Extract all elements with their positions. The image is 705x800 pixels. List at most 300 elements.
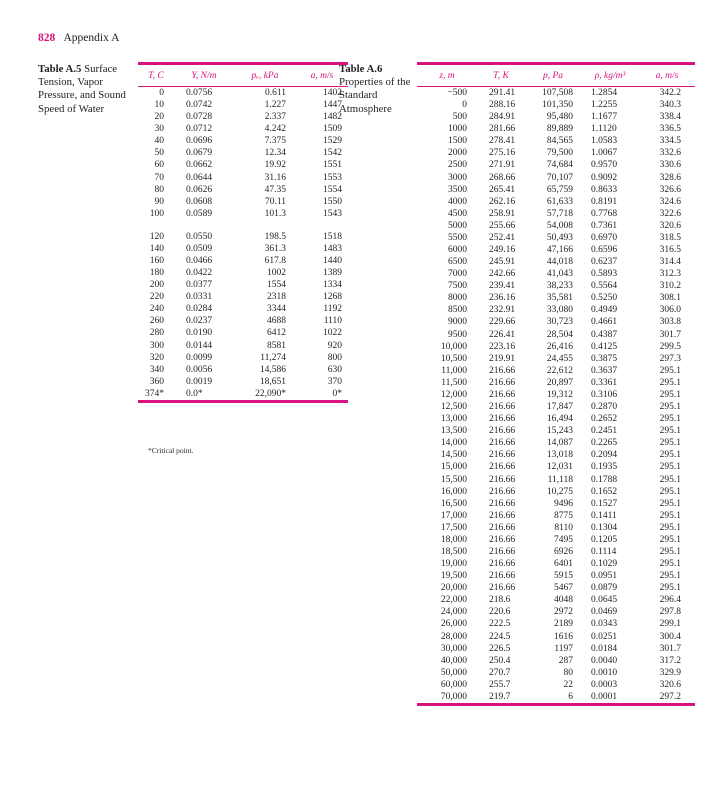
table-cell: 303.8	[659, 317, 681, 328]
table-cell: 226.41	[489, 329, 516, 340]
table-cell: 0.0144	[186, 340, 213, 351]
table-cell: 1.0583	[591, 136, 618, 147]
table-cell: 12,500	[440, 402, 467, 413]
table-cell: 0	[159, 88, 164, 98]
table-cell: 20,000	[440, 583, 467, 594]
table-cell: 295.1	[659, 426, 681, 437]
table-cell: 1500	[448, 136, 467, 147]
table-cell: 0.611	[264, 88, 286, 98]
row-spacer	[138, 220, 348, 231]
table-cell: 297.2	[639, 691, 695, 705]
table-cell: 0.0343	[591, 619, 618, 630]
table-cell: 19,312	[546, 389, 573, 400]
table-cell: 255.7	[489, 679, 511, 690]
table-cell: 240	[149, 304, 164, 315]
table-row	[138, 364, 348, 376]
table-cell: 50	[154, 148, 164, 159]
table-cell: 160	[149, 256, 164, 267]
table-cell: 0.0696	[186, 136, 213, 147]
table-row	[417, 413, 695, 425]
column-header: pᵥ, kPa	[234, 64, 296, 87]
table-row	[417, 425, 695, 437]
table-row	[417, 159, 695, 171]
table-cell: 0*	[296, 388, 348, 402]
table-cell: 26,416	[546, 341, 573, 352]
table-cell: 19,500	[440, 571, 467, 582]
table-cell: 284.91	[489, 112, 516, 123]
table-cell: 2189	[554, 619, 573, 630]
table-cell: 101,350	[542, 100, 573, 111]
table-row	[138, 303, 348, 315]
table-cell: 216.66	[489, 426, 516, 437]
table-cell: 0.1304	[591, 522, 618, 533]
table-cell: 20	[154, 112, 164, 123]
table-cell: 500	[452, 112, 467, 123]
table-row	[417, 643, 695, 655]
table-cell: 38,233	[546, 281, 573, 292]
table-cell: 0.2870	[591, 402, 618, 413]
table-cell: 314.4	[659, 257, 681, 268]
column-header: a, m/s	[639, 64, 695, 87]
table-cell: 18,500	[440, 546, 467, 557]
table-cell: 2500	[448, 160, 467, 171]
table-cell: 60	[154, 160, 164, 171]
table-cell: 0.3637	[591, 365, 618, 376]
table-cell: 30,723	[546, 317, 573, 328]
table-cell: 16,000	[440, 486, 467, 497]
table-cell: 361.3	[264, 243, 286, 254]
table-cell: 9000	[448, 317, 467, 328]
table-cell: 300	[149, 340, 164, 351]
table-cell: 245.91	[489, 257, 516, 268]
table-cell: 262.16	[489, 196, 516, 207]
table-cell: 70	[154, 172, 164, 183]
table-cell: 301.7	[659, 643, 681, 654]
table-row	[417, 461, 695, 473]
table-cell: 28,000	[440, 631, 467, 642]
table-cell: 216.66	[489, 546, 516, 557]
table-a6-label: Table A.6	[339, 63, 383, 75]
table-cell: 216.66	[489, 559, 516, 570]
table-cell: 0.0712	[186, 124, 213, 135]
page-header	[38, 32, 119, 44]
table-row	[417, 208, 695, 220]
column-header: T, K	[477, 64, 525, 87]
table-cell: 30	[154, 124, 164, 135]
table-cell: 1.0067	[591, 148, 618, 159]
table-cell: 0.2451	[591, 426, 618, 437]
table-cell: 22,090*	[234, 388, 296, 402]
table-cell: 120	[149, 231, 164, 242]
table-row	[138, 376, 348, 388]
table-cell: 1483	[323, 243, 342, 254]
table-cell: 800	[327, 352, 342, 363]
table-row	[138, 196, 348, 208]
table-row	[138, 340, 348, 352]
table-cell: 7500	[448, 281, 467, 292]
table-cell: 10,500	[440, 353, 467, 364]
table-cell: 216.66	[489, 510, 516, 521]
table-cell: 13,000	[440, 414, 467, 425]
table-cell: 1543	[323, 208, 342, 219]
table-cell: 13,500	[440, 426, 467, 437]
table-row	[417, 389, 695, 401]
table-cell: 268.66	[489, 172, 516, 183]
table-cell: 1197	[554, 643, 573, 654]
table-cell: 0.1205	[591, 534, 618, 545]
table-cell: 0.0237	[186, 316, 213, 327]
table-row	[417, 304, 695, 316]
table-cell: 2000	[448, 148, 467, 159]
table-cell: 10,000	[440, 341, 467, 352]
table-cell: 216.66	[489, 474, 516, 485]
table-cell: 300.4	[659, 631, 681, 642]
table-row	[417, 316, 695, 328]
table-cell: 31.16	[264, 172, 286, 183]
table-row	[417, 123, 695, 135]
table-cell: 14,586	[259, 364, 286, 375]
table-cell: 3000	[448, 172, 467, 183]
table-cell: 17,847	[546, 402, 573, 413]
table-cell: 1.2255	[591, 100, 618, 111]
table-cell: 95,480	[546, 112, 573, 123]
table-cell: 14,087	[546, 438, 573, 449]
table-cell: 0.0742	[186, 100, 213, 111]
table-cell: 338.4	[659, 112, 681, 123]
table-row	[417, 498, 695, 510]
table-cell: 291.41	[489, 88, 516, 98]
table-cell: 35,581	[546, 293, 573, 304]
table-cell: 0.1788	[591, 474, 618, 485]
table-cell: 220	[149, 292, 164, 303]
table-cell: 54,008	[546, 220, 573, 231]
table-cell: 24,455	[546, 353, 573, 364]
table-cell: 295.1	[659, 583, 681, 594]
table-cell: 218.6	[489, 595, 511, 606]
table-cell: 295.1	[659, 450, 681, 461]
table-cell: 60,000	[440, 679, 467, 690]
table-cell: 6500	[448, 257, 467, 268]
table-a5-body	[138, 87, 348, 402]
table-cell: 316.5	[659, 245, 681, 256]
table-cell: 255.66	[489, 220, 516, 231]
table-cell: 306.0	[659, 305, 681, 316]
table-cell: 19,000	[440, 559, 467, 570]
table-row	[417, 582, 695, 594]
table-cell: 220.6	[489, 607, 511, 618]
table-cell: 0.0184	[591, 643, 618, 654]
table-row	[417, 329, 695, 341]
table-cell: 0.1029	[591, 559, 618, 570]
table-cell: 0.1527	[591, 498, 618, 509]
table-cell: 5915	[554, 571, 573, 582]
table-cell: 44,018	[546, 257, 573, 268]
table-cell: 200	[149, 280, 164, 291]
table-cell: 1440	[323, 256, 342, 267]
table-cell: 41,043	[546, 269, 573, 280]
table-a6-header-row	[417, 64, 695, 87]
table-cell: 18,000	[440, 534, 467, 545]
table-cell: 4500	[448, 208, 467, 219]
table-cell: 295.1	[659, 438, 681, 449]
table-cell: 6	[525, 691, 581, 705]
table-cell: 11,500	[441, 377, 467, 388]
table-cell: 0.1935	[591, 462, 618, 473]
table-cell: 0.2652	[591, 414, 618, 425]
table-cell: 232.91	[489, 305, 516, 316]
table-a6-caption-text: Properties of the Standard Atmosphere	[339, 76, 411, 115]
table-a6-body	[417, 87, 695, 705]
table-cell: 0.0469	[591, 607, 618, 618]
table-cell: 216.66	[489, 414, 516, 425]
table-cell: 5500	[448, 232, 467, 243]
table-cell: 0.5564	[591, 281, 618, 292]
table-cell: 317.2	[659, 655, 681, 666]
table-cell: 0.0550	[186, 231, 213, 242]
table-cell: 271.91	[489, 160, 516, 171]
table-cell: 312.3	[659, 269, 681, 280]
table-cell: 22	[563, 679, 573, 690]
table-a6-caption	[339, 63, 419, 116]
table-cell: 12,031	[546, 462, 573, 473]
table-row	[138, 184, 348, 196]
table-cell: 1554	[267, 280, 286, 291]
table-row	[417, 570, 695, 582]
table-cell: 3500	[448, 184, 467, 195]
table-cell: 0.0728	[186, 112, 213, 123]
table-row	[417, 87, 695, 100]
table-cell: 47.35	[264, 184, 286, 195]
table-cell: 0.4661	[591, 317, 618, 328]
table-cell: 328.6	[659, 172, 681, 183]
table-cell: 250.4	[489, 655, 511, 666]
table-row	[138, 231, 348, 243]
table-cell: 11,000	[441, 365, 467, 376]
table-cell: 61,633	[546, 196, 573, 207]
table-cell: 265.41	[489, 184, 516, 195]
table-cell: 295.1	[659, 571, 681, 582]
table-cell: 216.66	[489, 486, 516, 497]
table-row	[417, 558, 695, 570]
table-cell: 280	[149, 328, 164, 339]
table-cell: 0.6237	[591, 257, 618, 268]
table-a5-header-row	[138, 64, 348, 87]
table-cell: 320.6	[659, 679, 681, 690]
table-cell: 0.0626	[186, 184, 213, 195]
table-cell: 79,500	[546, 148, 573, 159]
table-cell: 0.0056	[186, 364, 213, 375]
table-cell: 229.66	[489, 317, 516, 328]
table-cell: 0.8191	[591, 196, 618, 207]
table-cell: 260	[149, 316, 164, 327]
table-cell: 17,500	[440, 522, 467, 533]
table-cell: 336.5	[659, 124, 681, 135]
table-cell: 20,897	[546, 377, 573, 388]
table-cell: 140	[149, 243, 164, 254]
table-row	[417, 135, 695, 147]
table-cell: 0.0756	[186, 88, 213, 98]
table-cell: 0.0662	[186, 160, 213, 171]
table-cell: 15,000	[440, 462, 467, 473]
table-cell: 216.66	[489, 583, 516, 594]
table-cell: 297.8	[659, 607, 681, 618]
table-cell: 5467	[554, 583, 573, 594]
table-cell: 295.1	[659, 498, 681, 509]
table-row	[138, 123, 348, 135]
table-row	[417, 691, 695, 705]
table-row	[417, 99, 695, 111]
table-cell: 216.66	[489, 462, 516, 473]
table-cell: 0.1652	[591, 486, 618, 497]
table-cell: 216.66	[489, 522, 516, 533]
table-row	[417, 667, 695, 679]
table-cell: 89,889	[546, 124, 573, 135]
table-cell: 2972	[554, 607, 573, 618]
table-cell: 0.1411	[591, 510, 617, 521]
table-cell: 0.0377	[186, 280, 213, 291]
table-cell: 1554	[323, 184, 342, 195]
table-cell: 288.16	[489, 100, 516, 111]
table-cell: 278.41	[489, 136, 516, 147]
table-cell: 310.2	[659, 281, 681, 292]
table-cell: 0.0645	[591, 595, 618, 606]
table-cell: 0.0951	[591, 571, 618, 582]
table-row	[417, 377, 695, 389]
table-cell: 1402	[323, 88, 342, 98]
table-cell: 65,759	[546, 184, 573, 195]
table-row	[417, 232, 695, 244]
table-row	[417, 522, 695, 534]
table-row	[417, 111, 695, 123]
table-cell: 219.91	[489, 353, 516, 364]
table-cell: 216.66	[489, 389, 516, 400]
table-cell: 1192	[323, 304, 342, 315]
table-cell: 16,500	[440, 498, 467, 509]
table-cell: 340	[149, 364, 164, 375]
table-cell: 101.3	[264, 208, 286, 219]
table-cell: 1.227	[264, 100, 286, 111]
table-cell: 80	[154, 184, 164, 195]
table-cell: 249.16	[489, 245, 516, 256]
table-cell: 216.66	[489, 571, 516, 582]
table-cell: 0.0879	[591, 583, 618, 594]
table-cell: 4.242	[264, 124, 286, 135]
table-cell: 320.6	[659, 220, 681, 231]
table-cell: 340.3	[659, 100, 681, 111]
table-cell: 33,080	[546, 305, 573, 316]
table-cell: 0.0422	[186, 268, 213, 279]
table-cell: 216.66	[489, 365, 516, 376]
table-row	[417, 534, 695, 546]
table-row	[417, 606, 695, 618]
table-cell: 4000	[448, 196, 467, 207]
table-cell: 0.5250	[591, 293, 618, 304]
table-row	[138, 87, 348, 100]
table-cell: 0.9570	[591, 160, 618, 171]
table-row	[417, 474, 695, 486]
table-cell: 295.1	[659, 546, 681, 557]
table-cell: 0.0251	[591, 631, 618, 642]
page-header-title: Appendix A	[63, 32, 120, 44]
table-cell: 24,000	[440, 607, 467, 618]
table-cell: 1550	[323, 196, 342, 207]
table-cell: 1542	[323, 148, 342, 159]
table-cell: 270.7	[489, 667, 511, 678]
table-cell: 28,504	[546, 329, 573, 340]
table-cell: 8500	[448, 305, 467, 316]
table-cell: 252.41	[489, 232, 516, 243]
table-cell: 370	[327, 376, 342, 387]
table-cell: 74,684	[546, 160, 573, 171]
table-cell: 295.1	[659, 474, 681, 485]
table-row	[417, 280, 695, 292]
table-cell: 7495	[554, 534, 573, 545]
table-cell: 0.7361	[591, 220, 618, 231]
table-cell: 40,000	[440, 655, 467, 666]
table-cell: 1482	[323, 112, 342, 123]
table-cell: 0.0099	[186, 352, 213, 363]
table-a5-footnote: *Critical point.	[148, 446, 194, 455]
table-cell: 0.1114	[591, 546, 617, 557]
table-row	[417, 220, 695, 232]
table-cell: 0.0284	[186, 304, 213, 315]
table-cell: 26,000	[440, 619, 467, 630]
table-cell: 70,000	[417, 691, 477, 705]
table-cell: 295.1	[659, 534, 681, 545]
table-row	[138, 99, 348, 111]
table-cell: 13,018	[546, 450, 573, 461]
table-cell: 332.6	[659, 148, 681, 159]
table-cell: 1529	[323, 136, 342, 147]
table-cell: 281.66	[489, 124, 516, 135]
table-row	[138, 135, 348, 147]
table-cell: 0.0190	[186, 328, 213, 339]
table-cell: 295.1	[659, 559, 681, 570]
column-header: ρ, kg/m³	[581, 64, 639, 87]
table-cell: 11,118	[547, 474, 573, 485]
table-cell: 320	[149, 352, 164, 363]
table-cell: 0.0509	[186, 243, 213, 254]
table-cell: 0.0679	[186, 148, 213, 159]
table-a5-caption	[38, 63, 138, 116]
table-a5-label: Table A.5	[38, 63, 82, 75]
table-row	[138, 388, 348, 402]
table-cell: 0.0466	[186, 256, 213, 267]
table-cell: 17,000	[440, 510, 467, 521]
table-cell: 1616	[554, 631, 573, 642]
table-cell: 329.9	[659, 667, 681, 678]
table-cell: 322.6	[659, 208, 681, 219]
table-cell: 295.1	[659, 389, 681, 400]
table-cell: 295.1	[659, 365, 681, 376]
table-cell: 0.3361	[591, 377, 618, 388]
table-a5-caption-text: Surface Tension, Vapor Pressure, and Sound Speed of Water	[38, 63, 126, 115]
table-row	[417, 655, 695, 667]
table-cell: 15,243	[546, 426, 573, 437]
table-cell: 216.66	[489, 438, 516, 449]
table-cell: 295.1	[659, 377, 681, 388]
table-cell: 0.0644	[186, 172, 213, 183]
table-cell: 0.6970	[591, 232, 618, 243]
table-cell: 1551	[323, 160, 342, 171]
table-cell: 0.4125	[591, 341, 618, 352]
table-cell: 226.5	[489, 643, 511, 654]
table-cell: 47,166	[546, 245, 573, 256]
table-row	[417, 172, 695, 184]
table-row	[417, 401, 695, 413]
table-cell: 7000	[448, 269, 467, 280]
table-cell: 40	[154, 136, 164, 147]
